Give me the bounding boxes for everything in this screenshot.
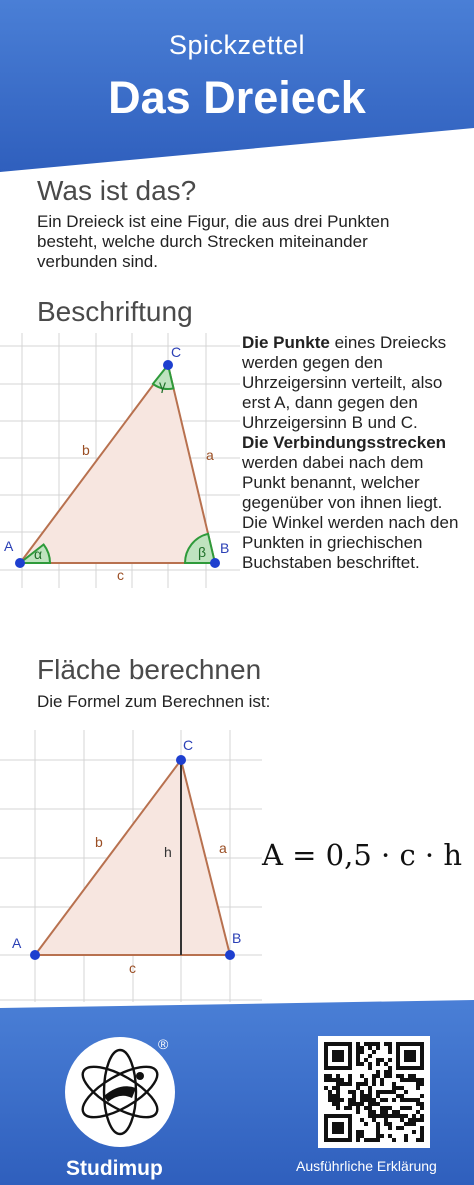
- section-heading-labels: Beschriftung: [37, 296, 193, 327]
- label-angle-alpha: α: [34, 546, 43, 562]
- triangle-labeling-diagram: [0, 333, 240, 593]
- brand-name: Studimup: [66, 1157, 163, 1180]
- point-a-dot: [15, 558, 25, 568]
- label-side-a: a: [206, 447, 214, 463]
- point-b-dot: [225, 950, 235, 960]
- labeling-points-bold: Die Punkte: [242, 333, 330, 352]
- triangle-area-diagram: [0, 730, 262, 1006]
- header-title: Das Dreieck: [108, 72, 366, 123]
- label-point-a: A: [12, 935, 22, 951]
- triangle: [20, 365, 215, 563]
- label-point-b: B: [232, 930, 242, 946]
- label-side-c: c: [117, 567, 124, 583]
- label-point-a: A: [4, 538, 14, 554]
- label-angle-gamma: γ: [159, 377, 166, 393]
- area-formula: A = 0,5 · c · h: [262, 838, 463, 872]
- point-b-dot: [210, 558, 220, 568]
- labeling-segments-bold: Die Verbindungsstrecken: [242, 433, 447, 452]
- point-c-dot: [163, 360, 173, 370]
- label-point-c: C: [171, 344, 182, 360]
- label-height: h: [164, 844, 172, 860]
- point-a-dot: [30, 950, 40, 960]
- label-point-c: C: [183, 737, 194, 753]
- label-side-b: b: [95, 834, 103, 850]
- section-heading-area: Fläche berechnen: [37, 654, 262, 685]
- labeling-points-text: eines Dreiecks werden gegen den Uhrzeigersinn verteilt, also erst A, dann gegen den Uhrzeigersinn B und C.: [242, 333, 447, 432]
- label-side-c: c: [129, 960, 136, 976]
- studimup-logo-icon: [64, 1036, 176, 1148]
- label-point-b: B: [220, 540, 230, 556]
- header-subtitle: Spickzettel: [168, 30, 306, 60]
- section-text-what: Ein Dreieck ist eine Figur, die aus drei Punkten besteht, welche durch Strecken miteinander verbunden sind.: [37, 212, 390, 271]
- qr-code-icon[interactable]: [318, 1036, 430, 1148]
- point-c-dot: [176, 755, 186, 765]
- registered-mark: ®: [158, 1036, 169, 1052]
- label-angle-beta: β: [198, 544, 207, 560]
- label-side-a: a: [219, 840, 227, 856]
- label-side-b: b: [82, 442, 90, 458]
- labeling-description: [242, 333, 470, 573]
- formula-caption: Die Formel zum Berechnen ist:: [37, 692, 271, 711]
- qr-caption: Ausführliche Erklärung: [296, 1158, 437, 1174]
- section-heading-what: Was ist das?: [37, 175, 197, 206]
- labeling-segments-text: werden dabei nach dem Punkt benannt, welcher gegenüber von ihnen liegt. Die Winkel werden nach den Punkten in griechischen Buchstaben beschriftet.: [242, 453, 459, 572]
